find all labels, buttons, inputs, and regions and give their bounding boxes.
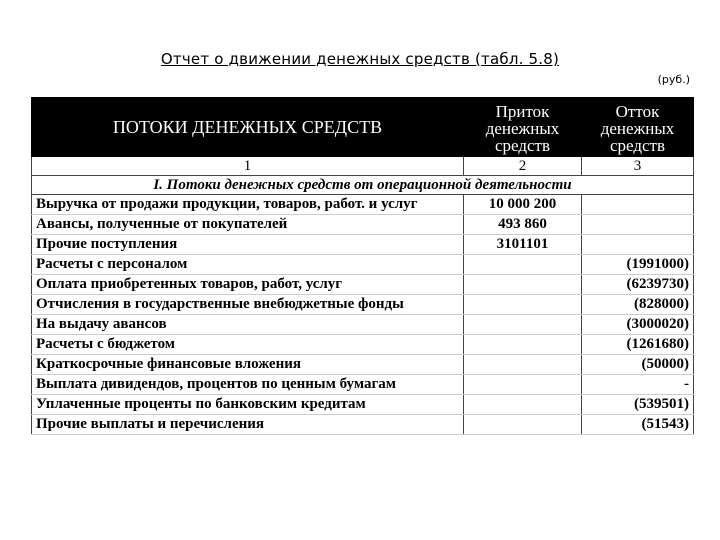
report-title: Отчет о движении денежных средств (табл. 5.8) [160,50,560,68]
table-row [32,275,694,295]
row-name: Расчеты с бюджетом [32,335,464,355]
row-outflow: (539501) [582,395,694,415]
table-body [32,195,694,435]
row-inflow [464,375,582,395]
table-row [32,415,694,435]
column-number: 3 [582,157,694,176]
row-outflow: (3000020) [582,315,694,335]
row-outflow [582,235,694,255]
table-header-row [32,98,694,157]
table-row [32,255,694,275]
table-row [32,215,694,235]
row-inflow [464,315,582,335]
row-name: Уплаченные проценты по банковским кредитам [32,395,464,415]
row-inflow: 3101101 [464,235,582,255]
unit-label: (руб.) [657,73,690,86]
column-number-row [32,157,694,176]
row-inflow: 10 000 200 [464,195,582,215]
header-inflow: Приток денежных средств [464,98,582,157]
table-row [32,295,694,315]
row-outflow: - [582,375,694,395]
row-outflow: (1261680) [582,335,694,355]
section-row [32,176,694,195]
row-outflow: (50000) [582,355,694,375]
row-outflow: (1991000) [582,255,694,275]
row-inflow [464,255,582,275]
table-row [32,395,694,415]
row-inflow [464,395,582,415]
header-flows: ПОТОКИ ДЕНЕЖНЫХ СРЕДСТВ [32,98,464,157]
row-outflow: (6239730) [582,275,694,295]
row-inflow [464,355,582,375]
header-outflow: Отток денежных средств [582,98,694,157]
row-inflow [464,275,582,295]
row-inflow [464,415,582,435]
row-name: Прочие выплаты и перечисления [32,415,464,435]
table-row [32,335,694,355]
row-outflow: (828000) [582,295,694,315]
row-name: На выдачу авансов [32,315,464,335]
row-name: Отчисления в государственные внебюджетные фонды [32,295,464,315]
row-name: Прочие поступления [32,235,464,255]
row-outflow: (51543) [582,415,694,435]
row-name: Оплата приобретенных товаров, работ, услуг [32,275,464,295]
row-outflow [582,215,694,235]
row-inflow [464,295,582,315]
row-outflow [582,195,694,215]
row-name: Авансы, полученные от покупателей [32,215,464,235]
row-name: Выручка от продажи продукции, товаров, работ. и услуг [32,195,464,215]
column-number: 2 [464,157,582,176]
table-row [32,355,694,375]
cash-flow-table [31,97,694,435]
column-number: 1 [32,157,464,176]
row-inflow: 493 860 [464,215,582,235]
table-row [32,235,694,255]
table-row [32,195,694,215]
row-name: Выплата дивидендов, процентов по ценным бумагам [32,375,464,395]
row-inflow [464,335,582,355]
row-name: Расчеты с персоналом [32,255,464,275]
table-row [32,315,694,335]
section-title: I. Потоки денежных средств от операционной деятельности [32,176,694,195]
row-name: Краткосрочные финансовые вложения [32,355,464,375]
table-row [32,375,694,395]
